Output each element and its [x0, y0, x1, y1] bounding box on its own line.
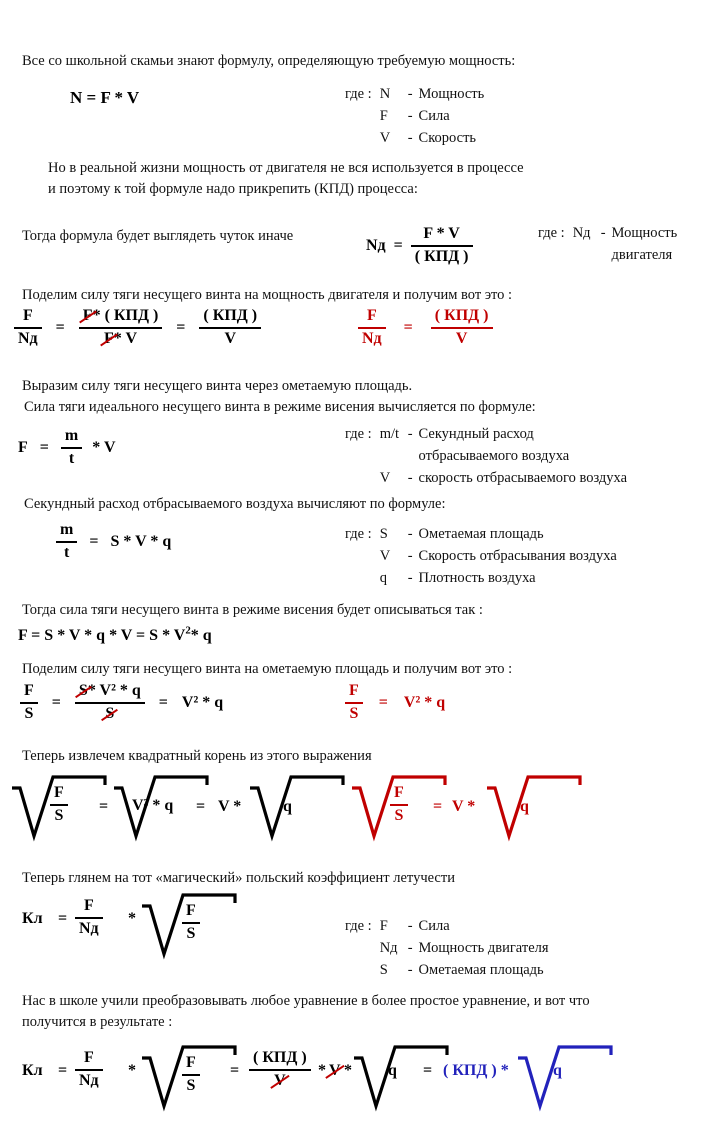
- where-desc: двигателя: [611, 247, 673, 263]
- radicand-q-red: q: [520, 798, 529, 815]
- factor-v-star-red: V *: [452, 798, 476, 815]
- multiplication-star-final-3: *: [344, 1062, 352, 1079]
- formula-tail: * V: [92, 438, 116, 456]
- equals-sign-sqrt-1: =: [99, 798, 109, 815]
- fraction-f-over-nd: [14, 308, 42, 348]
- fraction-denominator: V: [455, 329, 468, 347]
- fraction-denominator: S: [394, 806, 404, 824]
- fraction-bar: [182, 1074, 200, 1076]
- where-dash: -: [600, 225, 606, 241]
- fraction-bar: [75, 702, 145, 704]
- where-block-5: [345, 915, 549, 981]
- fraction-bar: [75, 1069, 103, 1071]
- where-desc: Мощность: [418, 86, 485, 102]
- formula-derivation-kpd: [14, 308, 261, 348]
- fraction-numerator: F: [83, 897, 94, 914]
- fraction-denominator: S: [186, 1076, 196, 1094]
- radicand-f-over-s-kl: [182, 903, 200, 943]
- fraction-denominator: Nд: [79, 919, 99, 937]
- fraction-denominator: S: [24, 704, 34, 722]
- paragraph-formula-variant: Тогда формула будет выглядеть чуток иначе: [22, 228, 294, 244]
- formula-mass-flow-rate: [56, 522, 171, 562]
- radical-sign-red-2: [485, 770, 585, 842]
- paragraph-hover-thrust: Тогда сила тяги несущего винта в режиме висения будет описываться так :: [22, 602, 483, 618]
- cancel-mark-v-denominator: V: [274, 1071, 286, 1089]
- fraction-kpd-over-v: [249, 1050, 311, 1090]
- where-dash: -: [407, 548, 413, 564]
- where-symbol: S: [379, 526, 388, 542]
- fraction-denominator: S: [349, 704, 359, 722]
- fraction-denominator: [75, 706, 145, 723]
- fraction-f-over-nd: [75, 898, 103, 938]
- formula-result: V² * q: [403, 693, 446, 711]
- fraction-denominator: Nд: [79, 1071, 99, 1089]
- where-desc: Мощность: [611, 225, 678, 241]
- fraction-cancel-s: [75, 683, 145, 723]
- paragraph-ideal-rotor: Сила тяги идеального несущего винта в режиме висения вычисляется по формуле:: [24, 399, 536, 415]
- where-desc: Плотность воздуха: [418, 570, 536, 586]
- fraction-denominator: t: [68, 449, 75, 467]
- where-block-3: [345, 423, 627, 489]
- fraction-f-over-s: [20, 683, 38, 723]
- where-dash: -: [407, 108, 413, 124]
- equals-sign: =: [393, 236, 403, 254]
- paragraph-mass-flow: Секундный расход отбрасываемого воздуха вычисляют по формуле:: [24, 496, 446, 512]
- where-desc: Скорость отбрасывания воздуха: [418, 548, 617, 564]
- multiplication-star-final-2: *: [318, 1062, 326, 1079]
- cancel-mark-v-factor: V: [329, 1062, 341, 1079]
- fraction-bar: [79, 327, 163, 329]
- where-lead: где :: [345, 526, 372, 542]
- where-desc: Ометаемая площадь: [418, 526, 544, 542]
- radicand-q-blue: q: [553, 1062, 562, 1079]
- where-symbol: V: [379, 470, 391, 486]
- fraction-bar: [199, 327, 261, 329]
- where-desc: Мощность двигателя: [418, 940, 549, 956]
- where-desc: Скорость: [418, 130, 477, 146]
- radicand-f-over-s-red: [390, 785, 408, 825]
- fraction-bar: [182, 922, 200, 924]
- equals-sign: =: [39, 438, 49, 456]
- where-symbol: Nд: [572, 225, 591, 241]
- where-desc: Секундный расход: [418, 426, 534, 442]
- fraction-bar: [75, 917, 103, 919]
- where-lead-spacer: [345, 567, 380, 589]
- fraction-numerator: F: [54, 784, 64, 801]
- where-dash: [601, 244, 612, 266]
- fraction-numerator: F: [22, 307, 33, 324]
- fraction-numerator: F: [83, 1049, 94, 1066]
- formula-final-lhs: Кл: [22, 1062, 43, 1079]
- fraction-denominator: Nд: [18, 329, 38, 347]
- fraction-numerator: m: [60, 521, 74, 538]
- cancel-mark-s-denominator: S: [105, 704, 115, 722]
- where-lead-spacer: [538, 244, 573, 266]
- fraction-numerator: m: [64, 427, 79, 444]
- equals-sign-final-1: =: [58, 1062, 68, 1079]
- formula-engine-power: [366, 226, 473, 266]
- cancel-mark-f-denominator: F: [104, 329, 114, 347]
- where-symbol: N: [379, 86, 391, 102]
- formula-result: V² * q: [181, 693, 224, 711]
- fraction-denominator: V: [224, 329, 237, 347]
- fraction-kpd-over-v: [199, 308, 261, 348]
- where-symbol: F: [379, 918, 388, 934]
- fraction-bar: [14, 327, 42, 329]
- fraction-numerator: F: [186, 1054, 196, 1071]
- fraction-numerator: F: [186, 902, 196, 919]
- where-lead: где :: [538, 225, 565, 241]
- fraction-bar: [249, 1069, 311, 1071]
- paragraph-magic-coefficient: Теперь глянем на тот «магический» польский коэффициент летучести: [22, 870, 455, 886]
- factor-v-star: V *: [218, 798, 242, 815]
- fraction-numerator: F: [366, 307, 377, 324]
- formula-thrust-mass-flow: [18, 428, 116, 468]
- paragraph-real-life-b: и поэтому к той формуле надо прикрепить (КПД) процесса:: [48, 181, 418, 197]
- fraction-numerator: ( КПД ): [253, 1049, 307, 1066]
- fraction-numerator: F: [349, 682, 359, 699]
- where-block-4: [345, 523, 617, 589]
- radical-sign-3: [248, 770, 348, 842]
- radicand-f-over-s-final: [182, 1055, 200, 1095]
- where-lead-spacer: [345, 959, 380, 981]
- where-desc: скорость отбрасываемого воздуха: [418, 470, 628, 486]
- denominator-rest: * V: [113, 329, 138, 347]
- paragraph-real-life-a: Но в реальной жизни мощность от двигателя не вся используется в процессе: [48, 160, 524, 176]
- radicand-q: q: [283, 798, 292, 815]
- numerator-rest: * ( КПД ): [92, 307, 159, 324]
- fraction-f-over-nd-final-wrap: [75, 1050, 103, 1090]
- final-coefficient-blue: ( КПД ) *: [443, 1062, 509, 1079]
- equals-sign-final-2: =: [230, 1062, 240, 1079]
- where-dash: -: [407, 426, 413, 442]
- fraction-bar: [431, 327, 493, 329]
- formula-power: N = F * V: [70, 88, 140, 107]
- where-dash: -: [407, 918, 413, 934]
- where-lead: где :: [345, 86, 372, 102]
- formula-body: F = S * V * q * V = S * V: [18, 627, 186, 644]
- where-lead-spacer: [345, 105, 380, 127]
- where-dash: -: [407, 962, 413, 978]
- fraction-fv-over-kpd: [411, 226, 473, 266]
- where-symbol: S: [379, 962, 388, 978]
- equals-sign-sqrt-red: =: [433, 798, 443, 815]
- fraction-numerator: ( КПД ): [434, 307, 489, 324]
- formula-lhs: Nд: [366, 236, 386, 254]
- equals-sign: =: [89, 532, 99, 550]
- fraction-denominator: S: [54, 806, 64, 824]
- fraction-numerator: [79, 308, 163, 325]
- fraction-denominator: Nд: [362, 329, 382, 347]
- where-symbol: F: [379, 108, 388, 124]
- fraction-m-over-t: [56, 522, 77, 562]
- fraction-denominator: [79, 331, 163, 348]
- fraction-f-over-s: [182, 1055, 200, 1095]
- fraction-kpd-over-v-cancelled: [249, 1050, 311, 1090]
- cancel-mark-f-numerator: F: [82, 307, 93, 324]
- equals-sign: =: [403, 318, 413, 336]
- fraction-bar: [20, 702, 38, 704]
- fraction-bar: [358, 327, 386, 329]
- where-lead-spacer: [345, 937, 380, 959]
- equals-sign-sqrt-2: =: [196, 798, 206, 815]
- fraction-bar: [56, 541, 77, 543]
- fraction-bar: [390, 804, 408, 806]
- radical-sign-final-2: [352, 1040, 452, 1112]
- where-symbol: V: [379, 130, 391, 146]
- equals-sign: =: [176, 318, 186, 336]
- where-lead: где :: [345, 426, 372, 442]
- where-block-2: [538, 222, 677, 266]
- where-dash: -: [407, 86, 413, 102]
- where-lead-spacer: [345, 545, 380, 567]
- fraction-denominator: t: [64, 543, 70, 561]
- equals-sign: =: [55, 318, 65, 336]
- exponent: 2: [185, 624, 191, 637]
- multiplication-star-kl: *: [128, 910, 136, 927]
- where-dash: -: [407, 526, 413, 542]
- formula-kl-lhs: Кл: [22, 910, 43, 927]
- where-lead-spacer: [345, 467, 380, 489]
- fraction-f-over-nd-kl-wrap: [75, 898, 103, 938]
- where-dash: -: [407, 130, 413, 146]
- fraction-denominator: ( КПД ): [414, 247, 469, 265]
- fraction-numerator: F * V: [423, 225, 460, 242]
- fraction-bar: [411, 245, 473, 247]
- paragraph-divide-thrust: Поделим силу тяги несущего винта на мощность двигателя и получим вот это :: [22, 287, 513, 303]
- fraction-denominator: [249, 1073, 311, 1090]
- cancel-mark-s-numerator: S: [78, 682, 88, 699]
- multiplication-star-final-1: *: [128, 1062, 136, 1079]
- where-desc: Сила: [418, 108, 450, 124]
- radicand-f-over-s: [50, 785, 68, 825]
- where-desc: Сила: [418, 918, 450, 934]
- fraction-kpd-over-v-red: [431, 308, 493, 348]
- fraction-numerator: F: [24, 682, 34, 699]
- equals-sign-kl: =: [58, 910, 68, 927]
- fraction-numerator: F: [394, 784, 404, 801]
- where-symbol: V: [379, 548, 391, 564]
- fraction-bar: [50, 804, 68, 806]
- where-lead: где :: [345, 918, 372, 934]
- where-symbol: [573, 244, 601, 266]
- equals-sign: =: [158, 693, 168, 711]
- where-block-1: [345, 83, 484, 149]
- numerator-rest: * V² * q: [87, 682, 141, 699]
- where-desc: Ометаемая площадь: [418, 962, 544, 978]
- formula-derivation-area: [20, 683, 223, 723]
- factor-v-cancelled: [329, 1062, 341, 1080]
- where-desc: отбрасываемого воздуха: [418, 448, 570, 464]
- fraction-bar: [345, 702, 363, 704]
- formula-rhs: S * V * q: [110, 532, 172, 550]
- paragraph-divide-area: Поделим силу тяги несущего винта на ометаемую площадь и получим вот это :: [22, 661, 513, 677]
- where-dash: -: [407, 570, 413, 586]
- radical-sign-final-blue: [516, 1040, 616, 1112]
- paragraph-simplify-a: Нас в школе учили преобразовывать любое уравнение в более простое уравнение, и вот что: [22, 993, 590, 1009]
- fraction-f-over-s: [182, 903, 200, 943]
- where-dash: -: [407, 470, 413, 486]
- paragraph-simplify-b: получится в результате :: [22, 1014, 173, 1030]
- fraction-f-over-s-red: [345, 683, 363, 723]
- fraction-m-over-t: [61, 428, 82, 468]
- where-dash: -: [407, 940, 413, 956]
- equals-sign: =: [51, 693, 61, 711]
- fraction-f-over-s-red: [390, 785, 408, 825]
- radicand-v2-q: V² * q: [132, 797, 174, 814]
- where-lead-spacer: [345, 445, 380, 467]
- where-dash: [408, 445, 419, 467]
- formula-tail: * q: [190, 627, 212, 644]
- where-symbol: q: [379, 570, 387, 586]
- paragraph-take-sqrt: Теперь извлечем квадратный корень из этого выражения: [22, 748, 372, 764]
- where-symbol: [380, 445, 408, 467]
- fraction-f-over-nd: [75, 1050, 103, 1090]
- formula-result-area-red: [345, 683, 445, 723]
- formula-lhs: F: [18, 438, 28, 456]
- paragraph-intro: Все со школьной скамьи знают формулу, определяющую требуемую мощность:: [22, 53, 516, 69]
- fraction-numerator: ( КПД ): [203, 307, 258, 324]
- equals-sign-final-3: =: [423, 1062, 433, 1079]
- fraction-cancel-f: [79, 308, 163, 348]
- fraction-numerator: [75, 683, 145, 700]
- fraction-f-over-s: [50, 785, 68, 825]
- fraction-denominator: S: [186, 924, 196, 942]
- formula-result-kpd-red: [358, 308, 493, 348]
- fraction-bar: [61, 447, 82, 449]
- where-symbol: m/t: [379, 426, 400, 442]
- where-lead-spacer: [345, 127, 380, 149]
- equals-sign: =: [378, 693, 388, 711]
- paragraph-express-thrust: Выразим силу тяги несущего винта через ометаемую площадь.: [22, 378, 413, 394]
- radicand-q-final: q: [388, 1062, 397, 1079]
- formula-thrust-expanded: [18, 624, 212, 645]
- where-symbol: Nд: [379, 940, 398, 956]
- fraction-f-over-nd-red: [358, 308, 386, 348]
